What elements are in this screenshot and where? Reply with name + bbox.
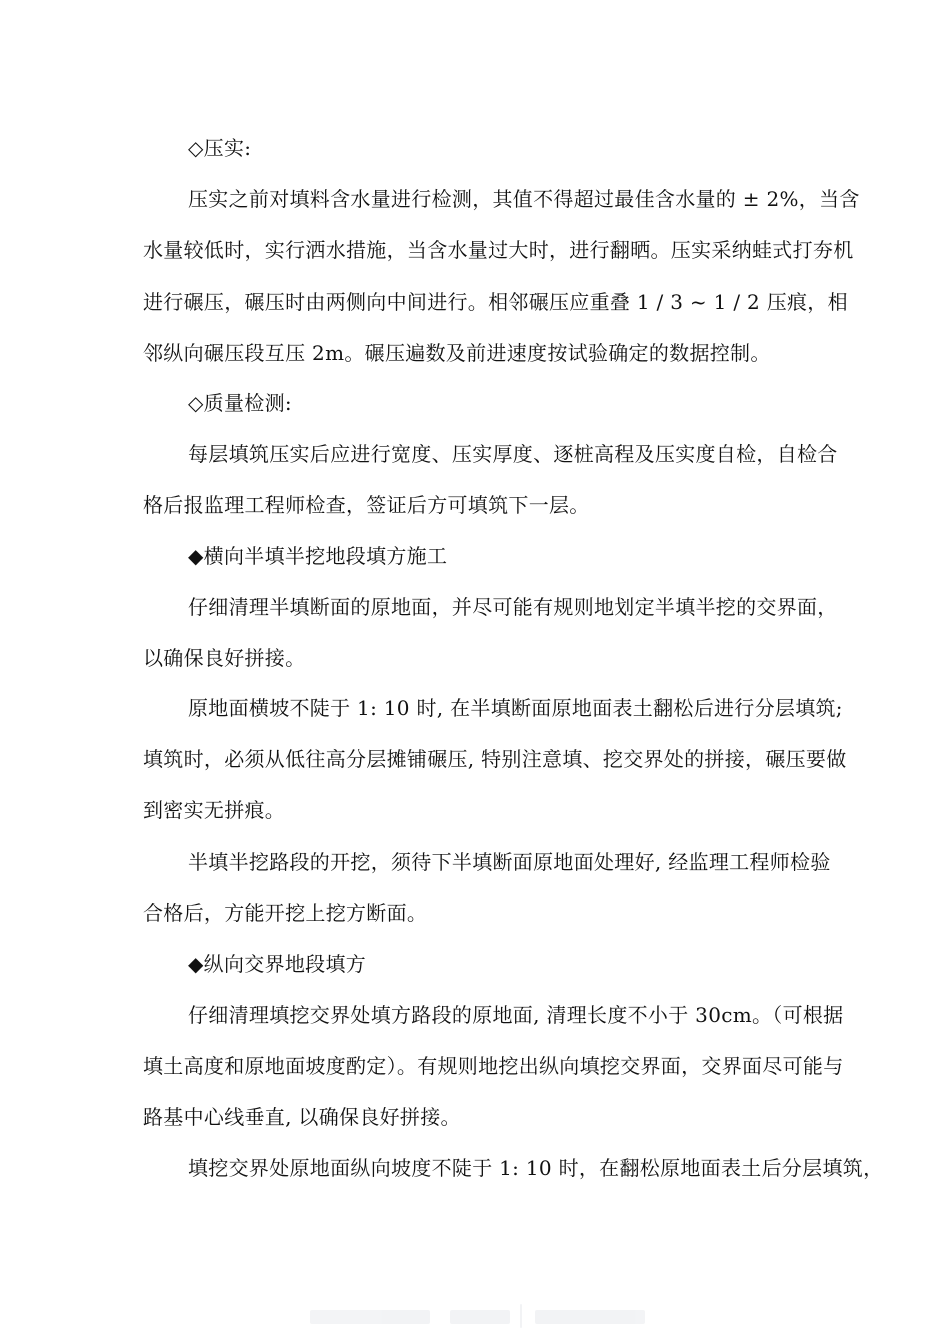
paragraph-line: 仔细清理填挖交界处填方路段的原地面, 清理长度不小于 30cm。（可根据	[188, 1003, 844, 1027]
paragraph-line: 填筑时，必须从低往高分层摊铺碾压, 特别注意填、挖交界处的拼接，碾压要做	[143, 747, 847, 771]
paragraph-line: 邻纵向碾压段互压 2m。碾压遍数及前进速度按试验确定的数据控制。	[143, 341, 771, 365]
paragraph-line: 填挖交界处原地面纵向坡度不陡于 1: 10 时，在翻松原地面表土后分层填筑，	[188, 1156, 884, 1180]
paragraph-line: 压实之前对填料含水量进行检测，其值不得超过最佳含水量的 ± 2%，当含	[188, 187, 860, 211]
paragraph-line: 进行碾压，碾压时由两侧向中间进行。相邻碾压应重叠 1 / 3 ~ 1 / 2 压痕，相	[143, 290, 848, 314]
paragraph-line: 路基中心线垂直, 以确保良好拼接。	[143, 1105, 461, 1129]
heading-transverse-half-fill: ◆横向半填半挖地段填方施工	[188, 544, 448, 568]
heading-quality-inspection: ◇质量检测:	[188, 391, 292, 415]
paragraph-line: 填土高度和原地面坡度酌定）。有规则地挖出纵向填挖交界面，交界面尽可能与	[143, 1054, 844, 1078]
paragraph-line: 水量较低时，实行洒水措施，当含水量过大时，进行翻晒。压实采纳蛙式打夯机	[143, 238, 854, 262]
paragraph-line: 以确保良好拼接。	[143, 646, 306, 670]
faint-footer-watermark	[310, 1300, 650, 1334]
paragraph-line: 合格后，方能开挖上挖方断面。	[143, 901, 428, 925]
paragraph-line: 半填半挖路段的开挖，须待下半填断面原地面处理好, 经监理工程师检验	[188, 850, 831, 874]
paragraph-line: 到密实无拼痕。	[143, 798, 286, 822]
paragraph-line: 原地面横坡不陡于 1: 10 时, 在半填断面原地面表土翻松后进行分层填筑;	[188, 696, 843, 720]
paragraph-line: 每层填筑压实后应进行宽度、压实厚度、逐桩高程及压实度自检，自检合	[188, 442, 838, 466]
heading-compaction: ◇压实:	[188, 136, 252, 160]
paragraph-line: 格后报监理工程师检查，签证后方可填筑下一层。	[143, 493, 590, 517]
heading-longitudinal-boundary: ◆纵向交界地段填方	[188, 952, 367, 976]
paragraph-line: 仔细清理半填断面的原地面，并尽可能有规则地划定半填半挖的交界面，	[188, 595, 838, 619]
